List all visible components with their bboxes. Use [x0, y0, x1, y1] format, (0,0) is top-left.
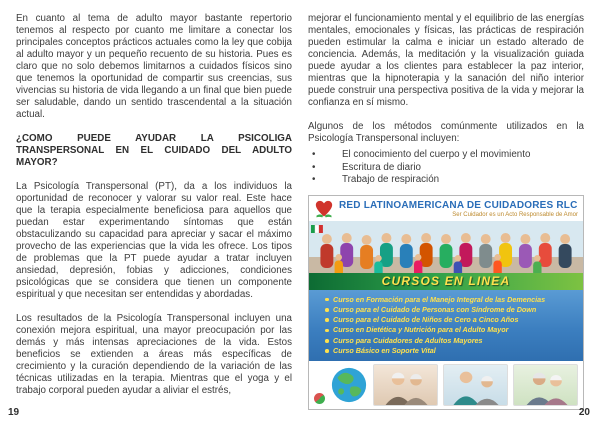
flag-icon: [311, 225, 323, 233]
methods-list: [308, 149, 584, 187]
rlc-badge-icon: [314, 393, 325, 404]
caregivers-group-photo: [309, 221, 583, 273]
course-item: Curso Básico en Soporte Vital: [325, 346, 577, 356]
rlc-advertisement: [308, 195, 584, 411]
course-list: [309, 290, 583, 362]
course-item: Curso para el Cuidado de Niños de Cero a Cinco Años: [325, 315, 577, 325]
ad-tagline: Ser Cuidador es un Acto Responsable de Amor: [452, 211, 578, 218]
page-number-right: 20: [578, 407, 590, 418]
courses-banner-label: CURSOS EN LINEA: [381, 274, 511, 288]
ad-header-text: [339, 200, 578, 218]
left-paragraph-1: En cuanto al tema de adulto mayor bastante repertorio tenemos al respecto por cuanto me limitare a conectar los principales conceptos prácticos actuales como la ley que cobija al adulto mayor y un pequeño recuento de su historia. Pues es claro que no solo debemos limitarnos a cuidados físicos sino que tenemos la oportunidad de compartir sus creencias, sus vivencias su historia de vida llegando a un final que bien puede ser saludable, dando un sentido trascendental a la situación actual.: [16, 13, 292, 120]
rlc-heart-logo-icon: [314, 199, 334, 219]
ad-header: [309, 196, 583, 221]
courses-banner: [309, 273, 583, 290]
left-paragraph-3: Los resultados de la Psicología Transpersonal incluyen una conexión mejora espiritual, una mayor preocupación por las demás y más intensas apreciaciones de la vida. Estos beneficios se extienden a áreas más específicas de crecimiento y la curación dependiendo de la variación de las técnicas utilizadas en la terapia. Mientras que el yoga y el trabajo corporal pueden ayudar a aliviar el estrés,: [16, 313, 292, 396]
page-number-left: 19: [8, 407, 20, 418]
course-item: Curso para Cuidadores de Adultos Mayores: [325, 336, 577, 346]
ad-footer: [309, 361, 583, 409]
elderly-pair-photo: [513, 364, 578, 406]
page-left: [16, 13, 292, 409]
course-item: Curso en Formación para el Manejo Integral de las Demencias: [325, 295, 577, 305]
elderly-couple-photo: [373, 364, 438, 406]
left-paragraph-2: La Psicología Transpersonal (PT), da a los individuos la oportunidad de reconocer y valorar su valor real. Este hace que la terapia especialmente beneficiosa para aquellos que puedan estar experimentando síntomas que están obstaculizando su capacidad para apreciar y sacar el máximo provecho de las experiencias que la vida les ofrece. Los tipos de problemas que la PT puede ayudar a tratar incluyen ansiedad, depresión, fobias y adicciones, condiciones psicológicas que se considera que tienen un componente espiritual y que necesitan ser entendidas y abordadas.: [16, 181, 292, 300]
right-paragraph-1: mejorar el funcionamiento mental y el equilibrio de las energías mentales, emocionales y físicas, las prácticas de respiración pueden estimular la calma e iniciar un estado alterado de conciencia. Además, la meditación y la visualización guiada puede ayudar a los clientes para establecer la paz interior, mientras que la hipnoterapia y la sanación del niño interior puede construir una perspectiva positiva de la vida y mejorar la confianza en sí mismo.: [308, 13, 584, 108]
course-item: Curso para el Cuidado de Personas con Síndrome de Down: [325, 305, 577, 315]
section-heading: ¿COMO PUEDE AYUDAR LA PSICOLIGA TRANSPERSONAL EN EL CUIDADO DEL ADULTO MAYOR?: [16, 133, 292, 168]
globe-icon: [330, 366, 368, 404]
methods-intro: Algunos de los métodos comúnmente utilizados en la Psicología Transpersonal incluyen:: [308, 121, 584, 144]
page-right: [308, 13, 584, 410]
method-item: • Trabajo de respiración: [308, 174, 584, 187]
method-item: • Escritura de diario: [308, 162, 584, 175]
method-item: • El conocimiento del cuerpo y el movimiento: [308, 149, 584, 162]
caregiver-patient-photo: [443, 364, 508, 406]
course-item: Curso en Dietética y Nutrición para el Adulto Mayor: [325, 325, 577, 335]
ad-title: RED LATINOAMERICANA DE CUIDADORES RLC: [339, 199, 578, 211]
